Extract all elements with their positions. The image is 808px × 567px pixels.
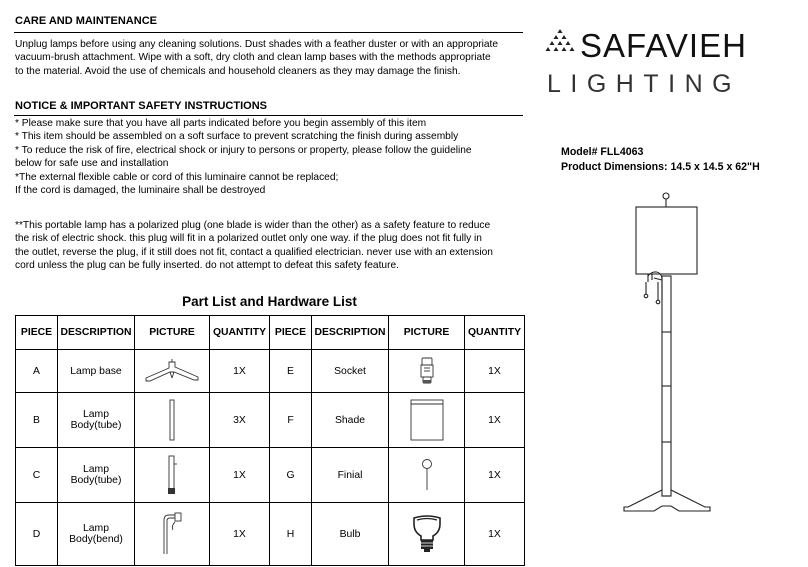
table-row <box>16 350 525 393</box>
quantity-cell: 1X <box>465 448 525 503</box>
care-line: vacuum-brush attachment. Wipe with a soft, dry cloth and clean lamp bases with the methods appropriate <box>15 52 491 64</box>
notice-divider <box>14 115 523 116</box>
description-cell: Shade <box>312 393 389 448</box>
finial-icon <box>420 457 434 493</box>
tube-icon <box>167 399 177 441</box>
piece-cell: G <box>270 448 312 503</box>
header-piece: PIECE <box>270 316 312 350</box>
quantity-cell: 1X <box>465 393 525 448</box>
notice-line: * Please make sure that you have all parts indicated before you begin assembly of this item <box>15 118 427 129</box>
plug-note-line: cord unless the plug can be fully inserted. do not attempt to defeat this safety feature. <box>15 260 399 272</box>
table-header-row <box>16 316 525 350</box>
header-quantity: QUANTITY <box>210 316 270 350</box>
parts-title: Part List and Hardware List <box>182 294 357 309</box>
plug-note-line: the outlet, reverse the plug, if it still does not fit, contact a qualified electrician. never use with an extension <box>15 246 493 258</box>
table-row <box>16 503 525 566</box>
description-cell: Bulb <box>312 503 389 566</box>
description-cell: Finial <box>312 448 389 503</box>
quantity-cell: 1X <box>210 448 270 503</box>
plug-note-line: the risk of electric shock. this plug will fit in a polarized outlet only one way. if the plug does not fit fully in <box>15 233 482 245</box>
piece-cell: A <box>16 350 58 393</box>
notice-text <box>15 117 527 197</box>
picture-cell <box>389 448 465 503</box>
brand-subtitle: LIGHTING <box>547 70 742 98</box>
floor-lamp-illustration <box>610 190 730 520</box>
header-quantity: QUANTITY <box>465 316 525 350</box>
bulb-icon <box>411 514 443 554</box>
lamp-base-icon <box>142 358 202 384</box>
piece-cell: F <box>270 393 312 448</box>
brand-logo-icon <box>543 28 577 58</box>
header-picture: PICTURE <box>135 316 210 350</box>
piece-cell: C <box>16 448 58 503</box>
notice-line: *The external flexible cable or cord of this luminaire cannot be replaced; <box>15 171 339 183</box>
piece-cell: B <box>16 393 58 448</box>
care-divider <box>14 32 523 33</box>
notice-line: * This item should be assembled on a soft surface to prevent scratching the finish during assembly <box>15 131 459 143</box>
notice-title: NOTICE & IMPORTANT SAFETY INSTRUCTIONS <box>15 100 267 112</box>
header-picture: PICTURE <box>389 316 465 350</box>
description-cell: Lamp Body(tube) <box>58 393 135 448</box>
picture-cell <box>389 393 465 448</box>
quantity-cell: 1X <box>465 503 525 566</box>
care-text <box>15 38 527 78</box>
shade-icon <box>409 399 445 441</box>
header-description: DESCRIPTION <box>312 316 389 350</box>
description-cell: Socket <box>312 350 389 393</box>
plug-note-line: **This portable lamp has a polarized plug (one blade is wider than the other) as a safety feature to reduce <box>15 220 491 231</box>
piece-cell: H <box>270 503 312 566</box>
picture-cell <box>135 448 210 503</box>
quantity-cell: 1X <box>210 350 270 393</box>
picture-cell <box>135 393 210 448</box>
bend-icon <box>159 512 185 556</box>
description-cell: Lamp Body(tube) <box>58 448 135 503</box>
picture-cell <box>135 350 210 393</box>
description-cell: Lamp base <box>58 350 135 393</box>
piece-cell: E <box>270 350 312 393</box>
picture-cell <box>389 350 465 393</box>
header-description: DESCRIPTION <box>58 316 135 350</box>
plug-note <box>15 219 527 273</box>
table-row <box>16 448 525 503</box>
picture-cell <box>389 503 465 566</box>
notice-line: * To reduce the risk of fire, electrical shock or injury to persons or property, please follow the guideline <box>15 144 472 156</box>
quantity-cell: 1X <box>465 350 525 393</box>
description-cell: Lamp Body(bend) <box>58 503 135 566</box>
quantity-cell: 1X <box>210 503 270 566</box>
tube-switch-icon <box>164 454 180 496</box>
header-piece: PIECE <box>16 316 58 350</box>
product-dimensions: Product Dimensions: 14.5 x 14.5 x 62"H <box>561 161 760 173</box>
care-line: to the material. Avoid the use of chemicals and household cleaners as they may damage the finish. <box>15 65 461 77</box>
model-number: Model# FLL4063 <box>561 146 644 158</box>
piece-cell: D <box>16 503 58 566</box>
quantity-cell: 3X <box>210 393 270 448</box>
parts-table <box>15 315 525 566</box>
socket-icon <box>417 356 437 386</box>
care-title: CARE AND MAINTENANCE <box>15 15 157 27</box>
notice-line: below for safe use and installation <box>15 158 169 170</box>
table-row <box>16 393 525 448</box>
brand-name: SAFAVIEH <box>580 27 747 64</box>
care-line: Unplug lamps before using any cleaning solutions. Dust shades with a feather duster or with an appropriate <box>15 39 499 50</box>
picture-cell <box>135 503 210 566</box>
notice-line: If the cord is damaged, the luminaire shall be destroyed <box>15 185 266 197</box>
